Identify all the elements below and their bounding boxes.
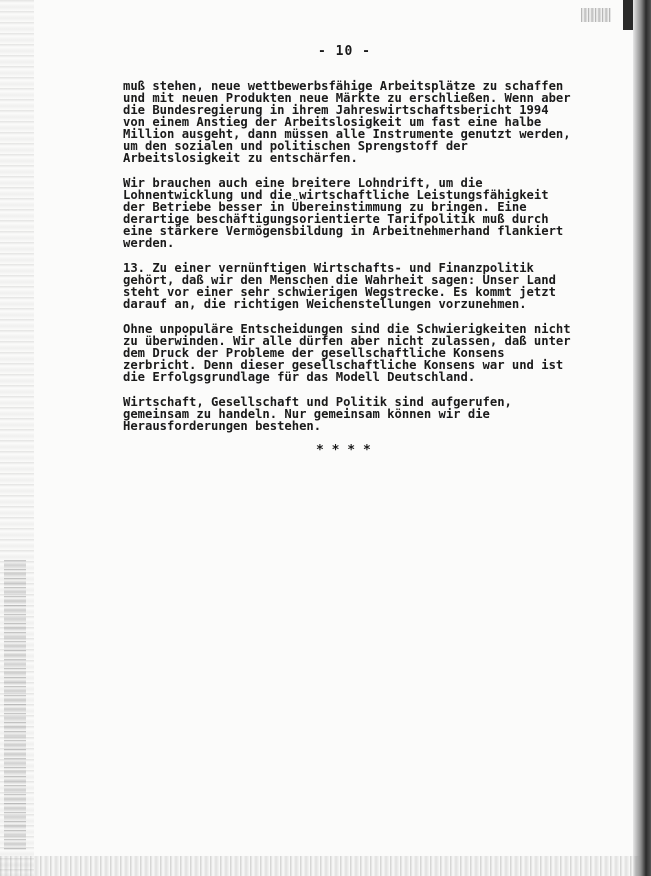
scan-edge-bottom — [0, 856, 640, 876]
paragraph: muß stehen, neue wettbewerbsfähige Arbeitsplätze zu schaffen und mit neuen Produkten neue Märkte zu erschließen. Wenn aber die Bundesregierung in ihrem Jahreswirtschaftsbericht 1994 von einem Anstieg der Arbeitslosigkeit um fast eine halbe Million ausgeht, dann müssen alle Instrumente genutzt werden, um den sozialen und politischen Sprengstoff der Arbeitslosigkeit zu entschärfen. — [123, 79, 571, 165]
paragraph: Wirtschaft, Gesellschaft und Politik sind aufgerufen, gemeinsam zu handeln. Nur gemeinsam können wir die Herausforderungen bestehen. — [123, 395, 512, 433]
scan-noise-left — [4, 560, 26, 850]
end-of-text-mark: * * * * — [316, 443, 371, 458]
scan-edge-right — [633, 0, 651, 876]
scan-edge-right-top — [623, 0, 633, 30]
paragraph: 13. Zu einer vernünftigen Wirtschafts- und Finanzpolitik gehört, daß wir den Menschen die Wahrheit sagen: Unser Land steht vor einer sehr schwierigen Wegstrecke. Es kommt jetzt darauf an, die richtigen Weichenstellungen vorzunehmen. — [123, 261, 556, 311]
scan-corner-mark — [581, 8, 611, 22]
page-number: - 10 - — [318, 44, 371, 59]
paragraph: Wir brauchen auch eine breitere Lohndrift, um die Lohnentwicklung und die wirtschaftliche Leistungsfähigkeit der Betriebe besser in Übereinstimmung zu bringen. Eine derartige beschäftigungsorientierte Tarifpolitik muß durch eine stärkere Vermögensbildung in Arbeitnehmerhand flankiert werden. — [123, 176, 564, 250]
document-body — [123, 80, 573, 457]
paragraph: Ohne unpopuläre Entscheidungen sind die Schwierigkeiten nicht zu überwinden. Wir alle dürfen aber nicht zulassen, daß unter dem Druck der Probleme der gesellschaftliche Konsens zerbricht. Denn dieser gesellschaftliche Konsens war und ist die Erfolgsgrundlage für das Modell Deutschland. — [123, 322, 571, 384]
